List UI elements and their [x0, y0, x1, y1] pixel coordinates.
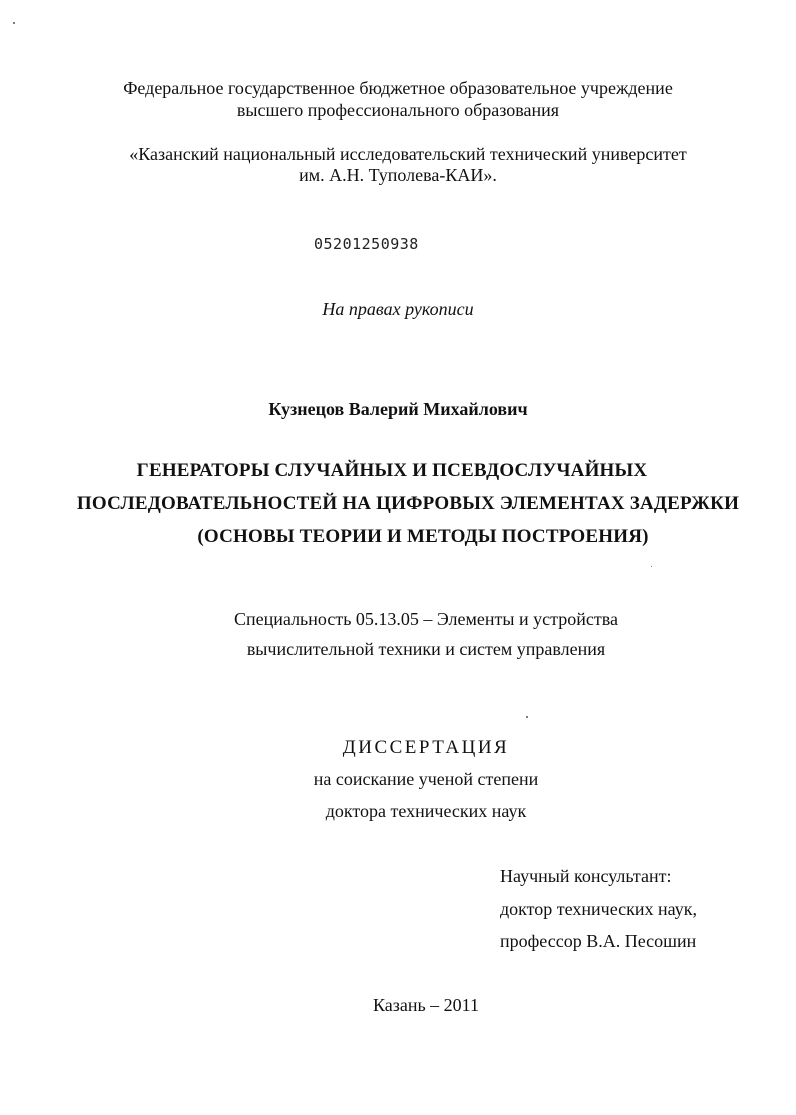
title-line-3: (ОСНОВЫ ТЕОРИИ И МЕТОДЫ ПОСТРОЕНИЯ) — [197, 526, 649, 547]
institution-line-4: им. А.Н. Туполева-КАИ». — [299, 165, 497, 185]
registration-number: 05201250938 — [314, 235, 419, 253]
consultant-label: Научный консультант: — [500, 866, 672, 886]
rights-note: На правах рукописи — [322, 299, 474, 319]
consultant-name: профессор В.А. Песошин — [500, 931, 697, 951]
consultant-degree: доктор технических наук, — [500, 899, 697, 919]
institution-line-1: Федеральное государственное бюджетное образовательное учреждение — [123, 78, 673, 98]
specialty-line-1: Специальность 05.13.05 – Элементы и устройства — [234, 609, 618, 629]
degree-line-2: доктора технических наук — [325, 801, 527, 821]
degree-line-1: на соискание ученой степени — [313, 769, 539, 789]
institution-line-2: высшего профессионального образования — [236, 100, 560, 120]
institution-line-3: «Казанский национальный исследовательский технический университет — [129, 144, 687, 164]
author-name: Кузнецов Валерий Михайлович — [268, 399, 528, 419]
scan-speck — [526, 716, 528, 718]
place-year: Казань – 2011 — [372, 995, 480, 1015]
dissertation-heading: ДИССЕРТАЦИЯ — [342, 737, 510, 758]
title-line-2: ПОСЛЕДОВАТЕЛЬНОСТЕЙ НА ЦИФРОВЫХ ЭЛЕМЕНТАХ ЗАДЕРЖКИ — [76, 493, 740, 514]
scan-speck — [651, 566, 652, 567]
specialty-line-2: вычислительной техники и систем управления — [246, 639, 606, 659]
scan-speck — [13, 22, 15, 24]
title-line-1: ГЕНЕРАТОРЫ СЛУЧАЙНЫХ И ПСЕВДОСЛУЧАЙНЫХ — [136, 460, 648, 481]
